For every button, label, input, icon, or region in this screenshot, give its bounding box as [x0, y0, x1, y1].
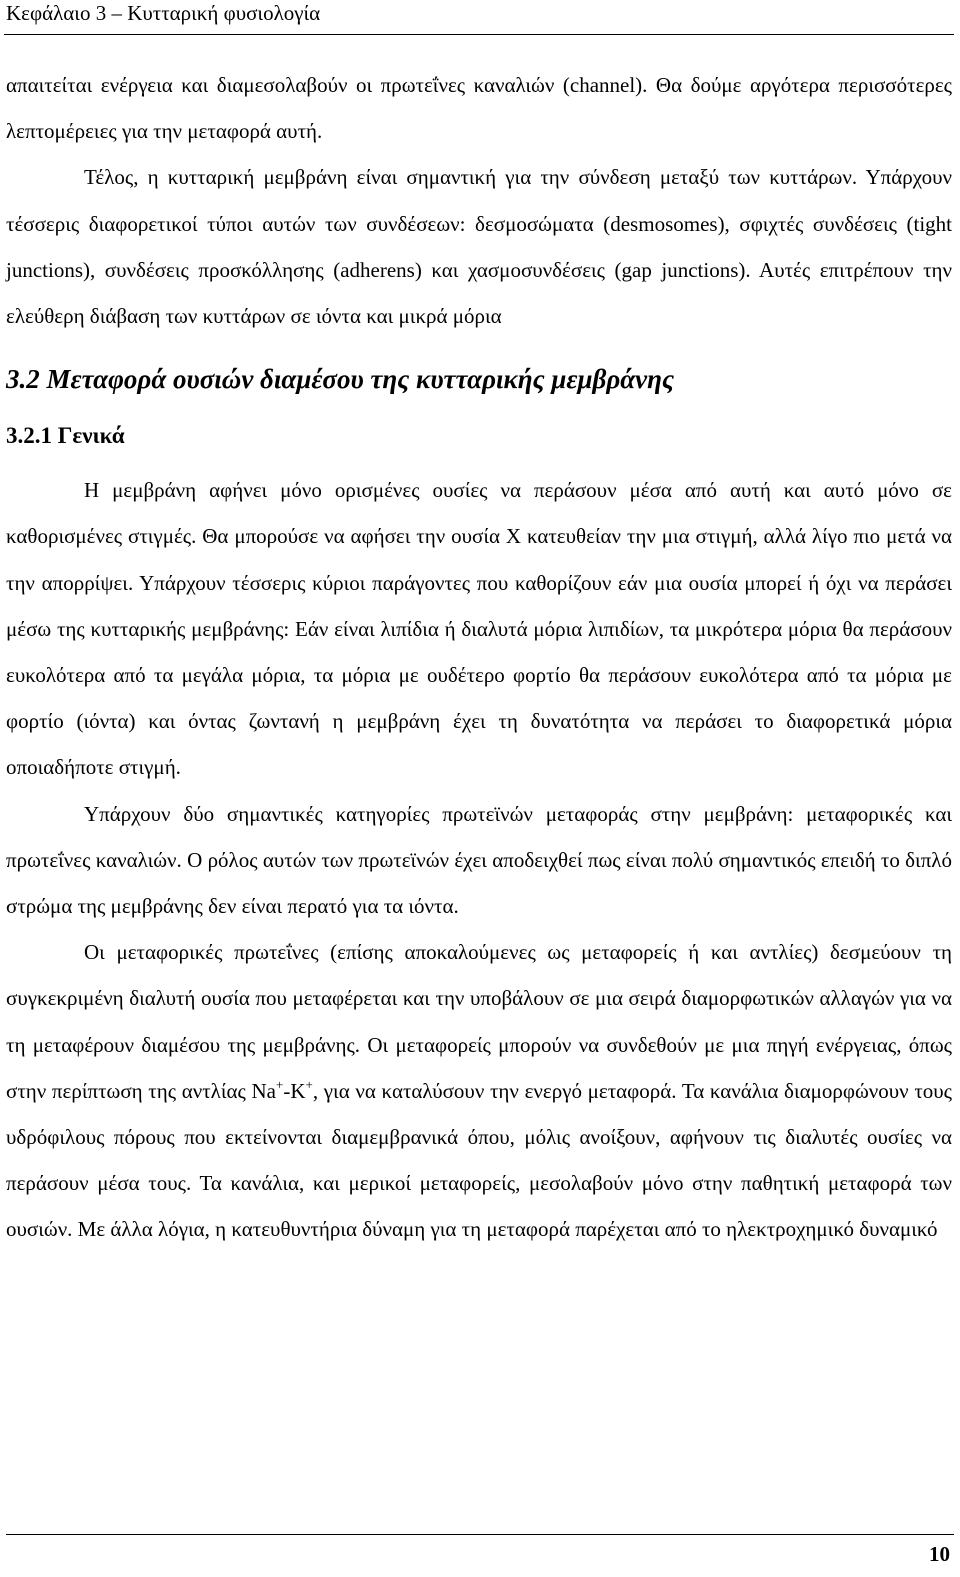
carrier-text-end: , για να καταλύσουν την ενεργό μεταφορά. Τα κανάλια διαμορφώνουν τους υδρόφιλους πόρους που εκτείνονται διαμεμβρανικά όπου, μόλις ανοίξουν, αφήνουν τις διαλυτές ουσίες να περάσουν μέσα τους. Τα κανάλια, και μερικοί μεταφορείς, μεσολαβούν μόνο στην παθητική μεταφορά των ουσιών. Με άλλα λόγια, η κατευθυντήρια δύναμη για τη μεταφορά παρέχεται από το ηλεκτροχημικό δυναμικό: [6, 1078, 952, 1242]
potassium-charge: +: [305, 1076, 313, 1092]
paragraph-cell-junctions: Τέλος, η κυτταρική μεμβράνη είναι σημαντική για την σύνδεση μεταξύ των κυττάρων. Υπάρχουν τέσσερις διαφορετικοί τύποι αυτών των συνδέσεων: δεσμοσώματα (desmosomes), σφιχτές συνδέσεις (tight junctions), συνδέσεις προσκόλλησης (adherens) και χασμοσυνδέσεις (gap junctions). Αυτές επιτρέπουν την ελεύθερη διάβαση των κυττάρων σε ιόντα και μικρά μόρια: [6, 165, 952, 329]
paragraph-membrane-selectivity: Η μεμβράνη αφήνει μόνο ορισμένες ουσίες να περάσουν μέσα από αυτή και αυτό μόνο σε καθορισμένες στιγμές. Θα μπορούσε να αφήσει την ουσία Χ κατευθείαν την μια στιγμή, αλλά λίγο πιο μετά να την απορρίψει. Υπάρχουν τέσσερις κύριοι παράγοντες που καθορίζουν εάν μια ουσία μπορεί ή όχι να περάσει μέσω της κυτταρικής μεμβράνης: Εάν είναι λιπίδια ή διαλυτά μόρια λιπιδίων, τα μικρότερα μόρια θα περάσουν ευκολότερα από τα μεγάλα μόρια, τα μόρια με ουδέτερο φορτίο θα περάσουν ευκολότερα από τα μόρια με φορτίο (ιόντα) και όντας ζωντανή η μεμβράνη έχει τη δυνατότητα να περάσει το διαφορετικά μόρια οποιαδήποτε στιγμή.: [6, 478, 952, 780]
paragraph-carrier-proteins: [6, 929, 952, 1252]
chapter-title: Κεφάλαιο 3 – Κυτταρική φυσιολογία: [6, 1, 321, 25]
potassium-symbol: -K: [283, 1078, 306, 1103]
paragraph-transport-proteins: Υπάρχουν δύο σημαντικές κατηγορίες πρωτεϊνών μεταφοράς στην μεμβράνη: μεταφορικές και πρωτεΐνες καναλιών. Ο ρόλος αυτών των πρωτεϊνών έχει αποδειχθεί πως είναι πολύ σημαντικός επειδή το διπλό στρώμα της μεμβράνης δεν είναι περατό για τα ιόντα.: [6, 801, 952, 919]
sodium-charge: +: [275, 1076, 284, 1092]
carrier-text-start: Οι μεταφορικές πρωτεΐνες (επίσης αποκαλούμενες ως μεταφορείς ή και αντλίες) δεσμεύουν τη συγκεκριμένη διαλυτή ουσία που μεταφέρεται και την υποβάλουν σε μια σειρά διαμορφωτικών αλλαγών για να τη μεταφέρουν διαμέσου της μεμβράνης. Οι μεταφορείς μπορούν να συνδεθούν με μια πηγή ενέργειας, όπως στην περίπτωση της αντλίας Na: [6, 940, 952, 1103]
footer-rule: [6, 1534, 954, 1535]
page-number: 10: [929, 1542, 950, 1566]
page-content: [6, 62, 952, 1253]
paragraph-channel-transport: απαιτείται ενέργεια και διαμεσολαβούν οι πρωτεΐνες καναλιών (channel). Θα δούμε αργότερα περισσότερες λεπτομέρειες για την μεταφορά αυτή.: [6, 73, 952, 144]
section-heading: 3.2 Μεταφορά ουσιών διαμέσου της κυτταρικής μεμβράνης: [6, 364, 675, 395]
page-header: [4, 0, 954, 35]
subsection-heading: 3.2.1 Γενικά: [6, 423, 125, 449]
